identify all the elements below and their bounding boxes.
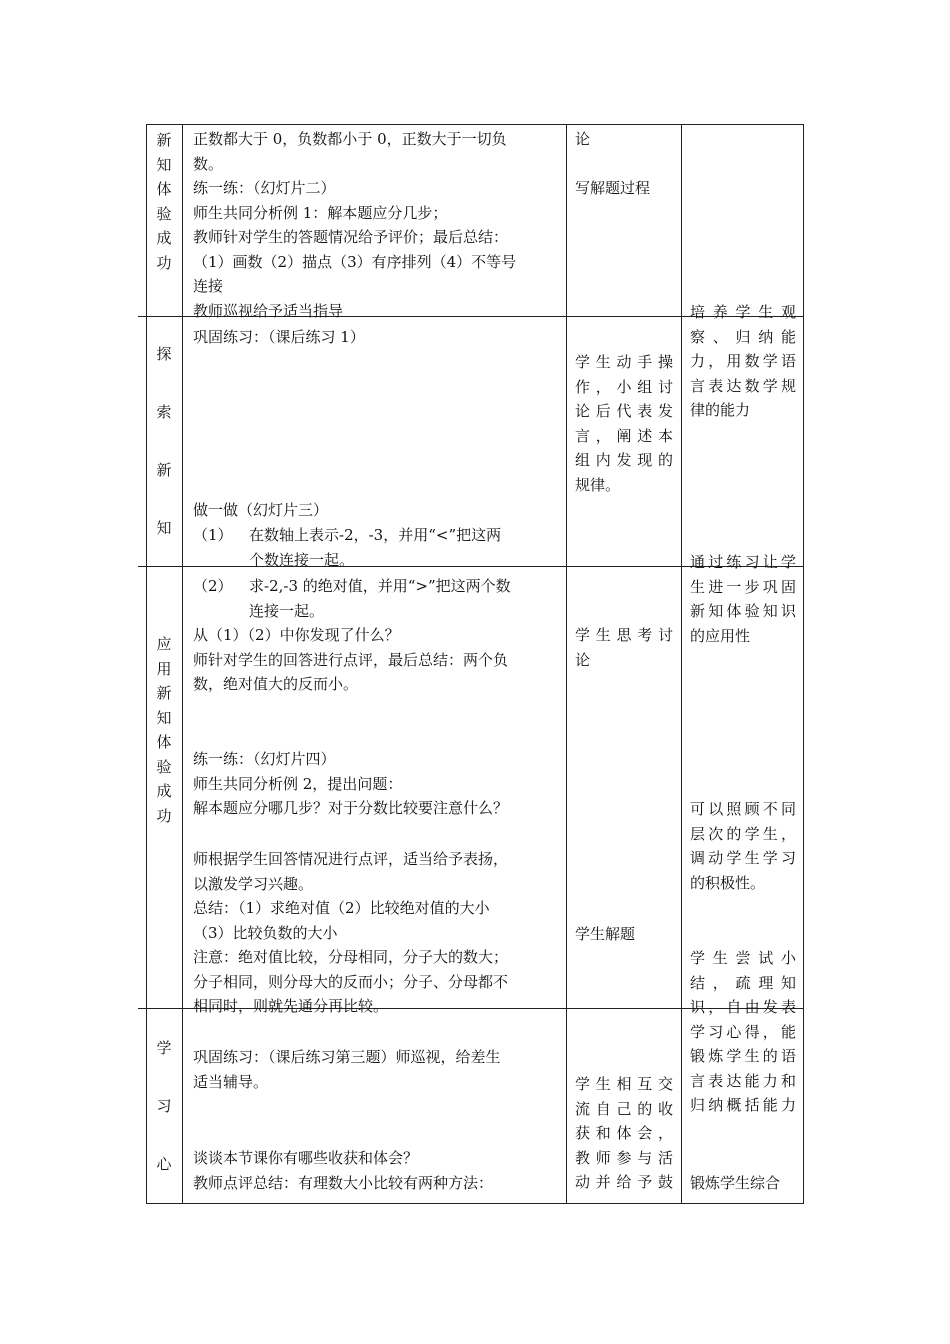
numbered-item-2: （2） 求-2,-3 的绝对值，并用“>”把这两个数 连接一起。 — [193, 577, 511, 620]
teacher-block-4: 从（1）（2）中你发现了什么？ 师针对学生的回答进行点评，最后总结：两个负 数，绝对值大的反而小。 — [193, 626, 509, 693]
student-block-2: 写解题过程 — [575, 179, 651, 197]
teacher-block-3: 做一做（幻灯片三） — [193, 501, 329, 519]
teacher-block-8: 谈谈本节课你有哪些收获和体会？ 教师点评总结：有理数大小比较有两种方法： — [193, 1149, 494, 1192]
purpose-block-5: 锻炼学生综合 — [690, 1174, 781, 1192]
student-block-4: 学生思考讨 论 — [575, 626, 673, 669]
column-divider — [681, 124, 682, 1204]
student-block-5: 学生解题 — [575, 925, 636, 943]
student-block-6: 学生相互交 流自己的收 获和体会， 教师参与活 动并给予鼓 — [575, 1075, 673, 1191]
section-label-reflection: 学 习 心 — [156, 1039, 172, 1173]
teacher-block-1: 正数都大于 0，负数都小于 0，正数大于一切负 数。 练一练：（幻灯片二） 师生共同分析例 1：解本题应分几步； 教师针对学生的答题情况给予评价；最后总结： （1）画数（2）描点（3）有序排列（4）不等号 连接 教师巡视给予适当指导 — [193, 130, 517, 320]
numbered-item-1: （1） 在数轴上表示-2，-3，并用“<”把这两 个数连接一起。 — [193, 526, 502, 569]
teacher-block-5: 练一练：（幻灯片四） 师生共同分析例 2，提出问题： 解本题应分哪几步？对于分数比较要注意什么？ — [193, 750, 509, 817]
purpose-block-4: 学生尝试小 结，疏理知 识，自由发表 学习心得，能 锻炼学生的语 言表达能力和 归纳概括能力 — [690, 949, 796, 1114]
column-divider — [182, 124, 183, 1204]
teacher-block-7: 巩固练习：（课后练习第三题）师巡视，给差生 适当辅导。 — [193, 1048, 501, 1091]
student-block-3: 学生动手操 作，小组讨 论后代表发 言，阐述本 组内发现的 规律。 — [575, 353, 673, 494]
student-block-1: 论 — [575, 130, 591, 148]
column-divider — [566, 124, 567, 1204]
teacher-block-6: 师根据学生回答情况进行点评，适当给予表扬， 以激发学习兴趣。 总结：（1）求绝对值（2）比较绝对值的大小 （3）比较负数的大小 注意：绝对值比较，分母相同，分子大的数大； 分子相同，则分母大的反而小；分子、分母都不 相同时，则就先通分再比较。 — [193, 850, 509, 1015]
section-label-apply: 应 用 新 知 体 验 成 功 — [156, 635, 172, 825]
teacher-block-2: 巩固练习：（课后练习 1） — [193, 328, 365, 346]
purpose-block-3: 可以照顾不同 层次的学生， 调动学生学习 的积极性。 — [690, 800, 796, 892]
section-label-explore: 探 索 新 知 — [156, 345, 172, 537]
purpose-block-2: 通过练习让学 生进一步巩固 新知体验知识 的应用性 — [690, 553, 796, 645]
section-label-new-knowledge: 新 知 体 验 成 功 — [156, 131, 172, 272]
purpose-block-1: 培养学生观 察、归纳能 力，用数学语 言表达数学规 律的能力 — [690, 303, 796, 419]
